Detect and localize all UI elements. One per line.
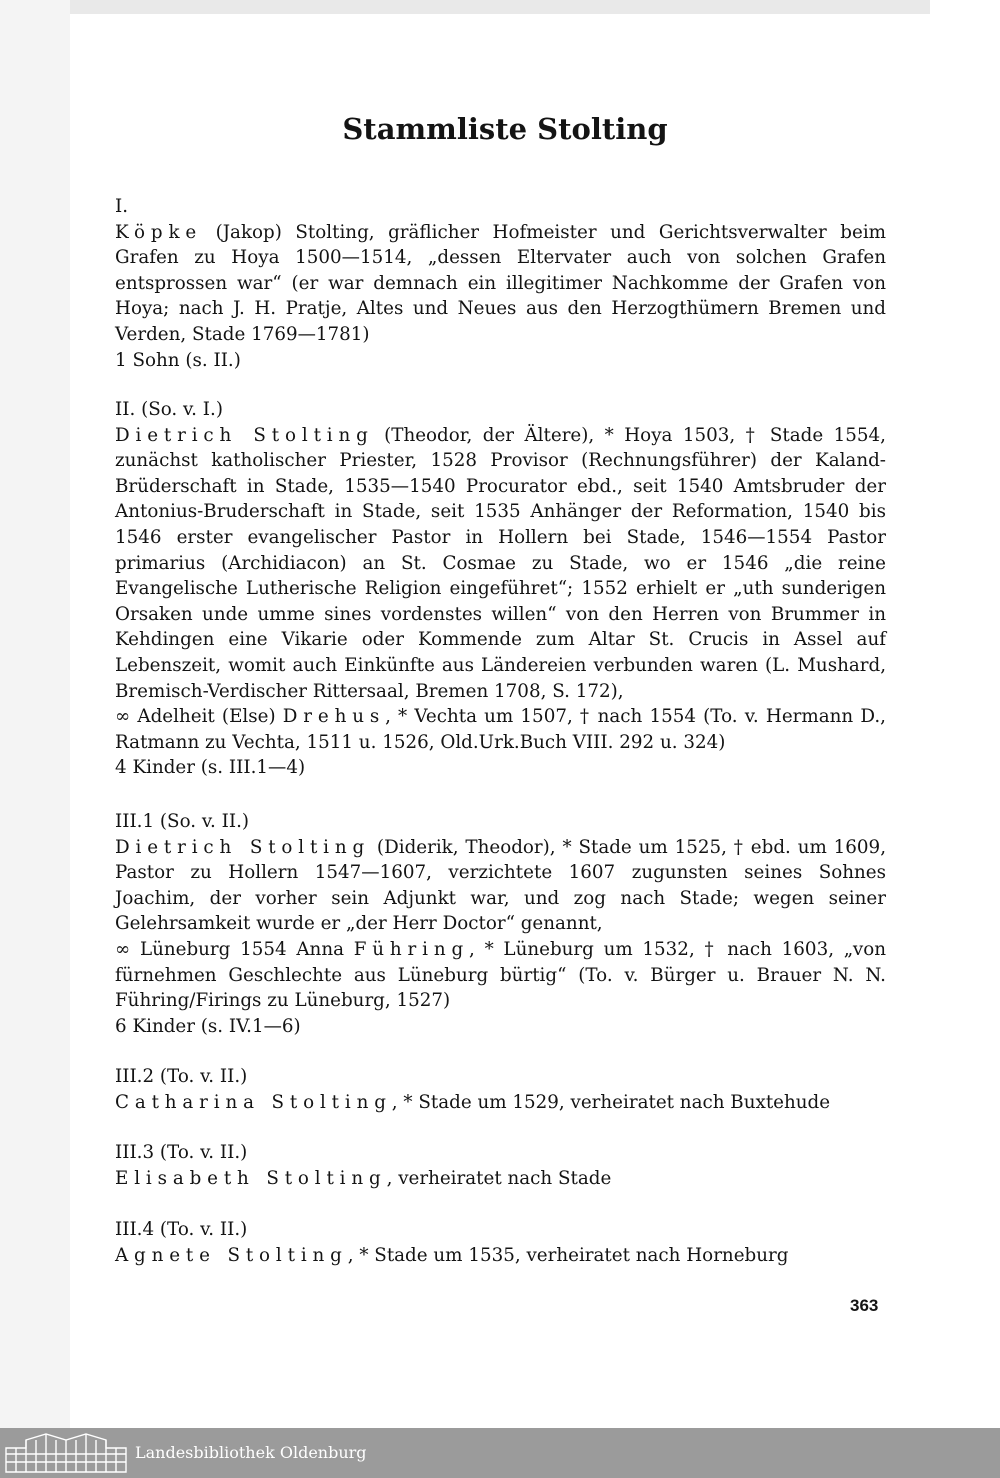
entry-III-1 xyxy=(115,809,886,1039)
entry-heading: I. xyxy=(115,196,129,217)
entry-text: (Theodor, der Ältere), * Hoya 1503, † Stade 1554, zunächst katholischer Priester, 1528 Provisor (Rechnungsführer) der Kaland-Brüderschaft in Stade, 1535—1540 Procurator ebd., seit 1540 Amtsbruder der Antonius-Bruderschaft in Stade, seit 1535 Anhänger der Reformation, 1540 bis 1546 erster evangelischer Pastor in Hollern bei Stade, 1546—1554 Pastor primarius (Archidiacon) an St. Cosmae zu Stade, wo er 1546 „die reine Evangelische Lutherische Religion eingeführet“; 1552 erhielt er „uth sunderigen Orsaken unde umme sines vordenstes willen“ von den Herren von Brummer in Kehdingen eine Vikarie oder Kommende zum Altar St. Crucis in Assel auf Lebenszeit, womit auch Einkünfte aus Ländereien verbunden waren (L. Mushard, Bremisch-Verdischer Rittersaal, Bremen 1708, S. 172), xyxy=(115,424,886,702)
entry-III-4 xyxy=(115,1217,886,1268)
entry-marriage xyxy=(115,704,886,755)
entry-children: 1 Sohn (s. II.) xyxy=(115,349,241,371)
entry-text: , verheiratet nach Stade xyxy=(386,1167,612,1189)
library-name: Landesbibliothek Oldenburg xyxy=(135,1443,367,1462)
entry-body xyxy=(115,1166,886,1192)
marriage-text: , * Lüneburg um 1532, † nach 1603, „von fürnehmen Geschlechte aus Lüneburg bürtig“ (To. v. Bürger u. Brauer N. N. Führing/Firings zu Lüneburg, 1527) xyxy=(115,938,886,1012)
person-name: Dietrich Stolting xyxy=(115,836,371,858)
entry-heading: III.1 (So. v. II.) xyxy=(115,811,250,832)
scan-left-margin xyxy=(0,0,70,1428)
entry-text: (Diderik, Theodor), * Stade um 1525, † ebd. um 1609, Pastor zu Hollern 1547—1607, verzichtete 1607 zugunsten seines Sohnes Joachim, der vorher sein Adjunkt war, und zog nach Stade; wegen seiner Gelehrsamkeit wurde er „der Herr Doctor“ genannt, xyxy=(115,836,887,935)
entry-body xyxy=(115,220,886,348)
entry-II xyxy=(115,397,886,781)
marriage-prefix: ∞ Lüneburg 1554 Anna xyxy=(115,938,354,960)
scan-top-shadow xyxy=(70,0,930,14)
entry-text: , * Stade um 1535, verheiratet nach Horneburg xyxy=(347,1244,789,1266)
person-name: Catharina Stolting xyxy=(115,1091,392,1113)
entry-heading: III.4 (To. v. II.) xyxy=(115,1219,248,1240)
entry-marriage xyxy=(115,937,886,1014)
marriage-prefix: ∞ Adelheit (Else) xyxy=(115,706,283,728)
person-name: Elisabeth Stolting xyxy=(115,1167,387,1189)
page-title: Stammliste Stolting xyxy=(342,112,668,146)
library-footer-bar xyxy=(0,1428,1000,1478)
library-building-icon xyxy=(4,1432,128,1474)
person-name: Dietrich Stolting xyxy=(115,424,374,446)
entry-body xyxy=(115,1243,886,1269)
entry-III-3 xyxy=(115,1140,886,1191)
person-name: Köpke xyxy=(115,221,203,243)
entry-body xyxy=(115,835,886,937)
entry-heading: III.2 (To. v. II.) xyxy=(115,1066,248,1087)
entry-text: (Jakop) Stolting, gräflicher Hofmeister und Gerichtsverwalter beim Grafen zu Hoya 1500—1514, „dessen Eltervater auch von solchen Grafen entsprossen war“ (er war demnach ein illegitimer Nachkomme der Grafen von Hoya; nach J. H. Pratje, Altes und Neues aus den Herzogthümern Bremen und Verden, Stade 1769—1781) xyxy=(115,221,886,345)
entry-text: , * Stade um 1529, verheiratet nach Buxtehude xyxy=(391,1091,831,1113)
person-name: Agnete Stolting xyxy=(115,1244,348,1266)
entry-heading: II. (So. v. I.) xyxy=(115,399,223,420)
page-number: 363 xyxy=(850,1296,879,1315)
spouse-name: Führing xyxy=(353,938,470,960)
entry-III-2 xyxy=(115,1064,886,1115)
entry-heading: III.3 (To. v. II.) xyxy=(115,1142,248,1163)
marriage-text: , * Vechta um 1507, † nach 1554 (To. v. Hermann D., Ratmann zu Vechta, 1511 u. 1526, Old.Urk.Buch VIII. 292 u. 324) xyxy=(115,706,886,753)
entry-body xyxy=(115,423,886,705)
entry-children: 6 Kinder (s. IV.1—6) xyxy=(115,1015,301,1037)
entry-children: 4 Kinder (s. III.1—4) xyxy=(115,757,306,779)
entry-I xyxy=(115,194,886,373)
entry-body xyxy=(115,1090,886,1116)
spouse-name: Drehus xyxy=(282,706,386,728)
